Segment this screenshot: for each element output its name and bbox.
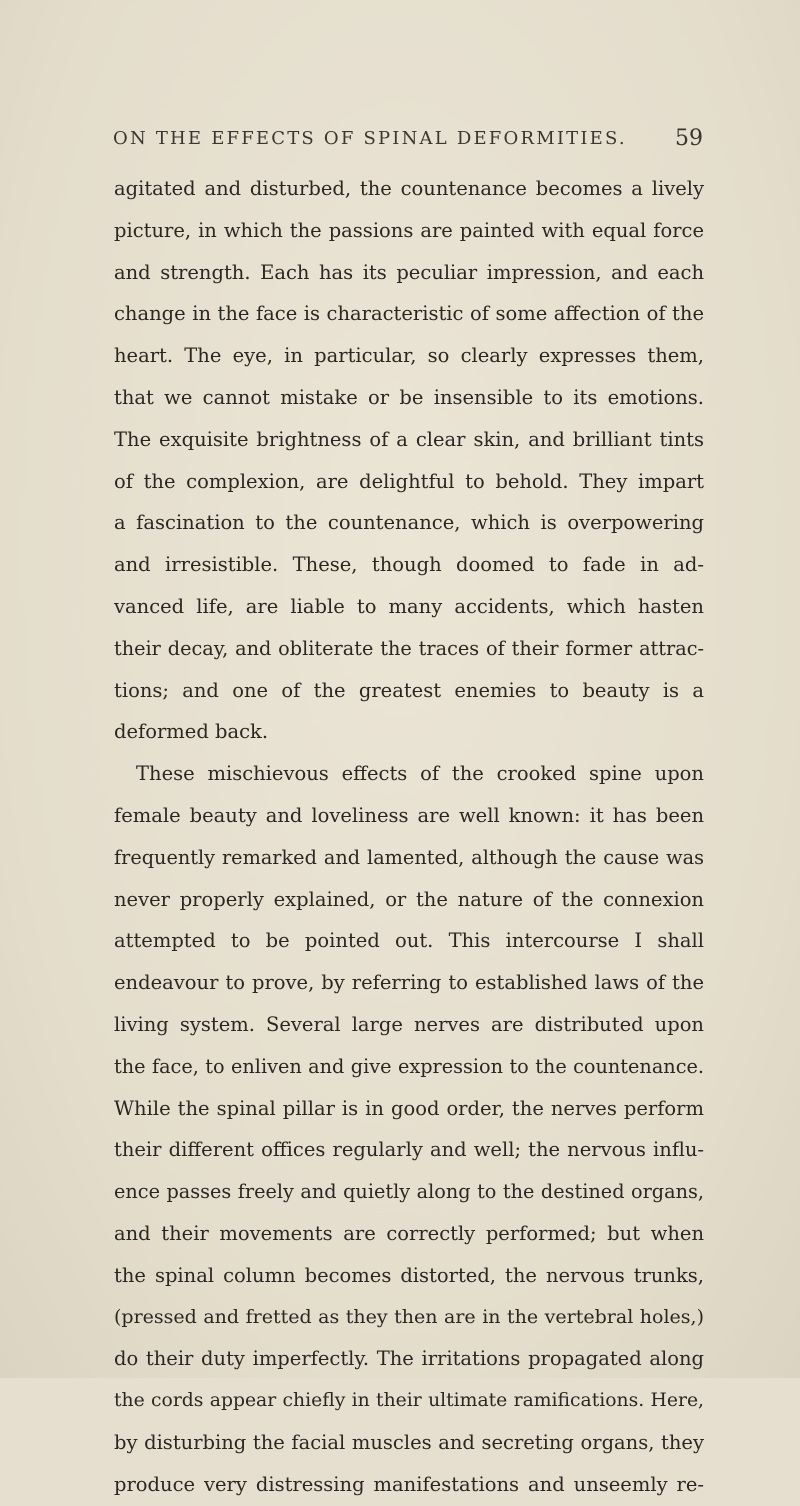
text-line: attempted to be pointed out. This intercourse I shall [114, 929, 704, 953]
page-header [113, 128, 703, 160]
text-line: endeavour to prove, by referring to established laws of the [114, 971, 704, 995]
text-line: The exquisite brightness of a clear skin, and brilliant tints [114, 427, 704, 451]
text-line: the spinal column becomes distorted, the nervous trunks, [114, 1263, 704, 1287]
text-line: While the spinal pillar is in good order, the nerves perform [114, 1096, 704, 1120]
text-line: their decay, and obliterate the traces of their former attrac- [114, 636, 704, 660]
text-line: a fascination to the countenance, which is overpowering [114, 511, 704, 535]
text-line: that we cannot mistake or be insensible to its emotions. [114, 385, 704, 409]
text-line: the face, to enliven and give expression to the countenance. [114, 1054, 704, 1078]
text-line: of the complexion, are delightful to behold. They impart [114, 469, 704, 493]
text-line: and their movements are correctly performed; but when [114, 1221, 704, 1245]
text-line: These mischievous effects of the crooked spine upon [136, 762, 704, 786]
text-line: female beauty and loveliness are well known: it has been [114, 803, 704, 827]
text-line: produce very distressing manifestations and unseemly re- [114, 1472, 704, 1496]
text-line: vanced life, are liable to many accidents, which hasten [114, 594, 704, 618]
text-line: ence passes freely and quietly along to the destined organs, [114, 1180, 704, 1204]
text-line: deformed back. [114, 720, 269, 744]
text-line: by disturbing the facial muscles and secreting organs, they [114, 1430, 704, 1454]
text-line: never properly explained, or the nature of the connexion [114, 887, 704, 911]
text-line: the cords appear chiefly in their ultimate ramifications. Here, [114, 1390, 704, 1412]
text-line: agitated and disturbed, the countenance becomes a lively [114, 177, 704, 200]
page-number: 59 [675, 126, 703, 151]
text-line: their different offices regularly and well; the nervous influ- [114, 1138, 704, 1162]
text-line: and strength. Each has its peculiar impression, and each [114, 260, 704, 284]
text-line: change in the face is characteristic of some affection of the [114, 302, 704, 326]
text-line: do their duty imperfectly. The irritations propagated along [114, 1347, 704, 1371]
text-line: (pressed and fretted as they then are in the vertebral holes,) [114, 1305, 704, 1328]
text-line: tions; and one of the greatest enemies to beauty is a [114, 678, 704, 702]
text-line: and irresistible. These, though doomed to fade in ad- [114, 553, 704, 577]
text-line: frequently remarked and lamented, although the cause was [114, 845, 704, 869]
body-text [114, 168, 704, 1506]
text-line: picture, in which the passions are painted with equal force [114, 218, 704, 242]
text-line: heart. The eye, in particular, so clearly expresses them, [114, 344, 704, 368]
text-line: living system. Several large nerves are distributed upon [114, 1012, 704, 1036]
running-head: ON THE EFFECTS OF SPINAL DEFORMITIES. [113, 128, 627, 149]
